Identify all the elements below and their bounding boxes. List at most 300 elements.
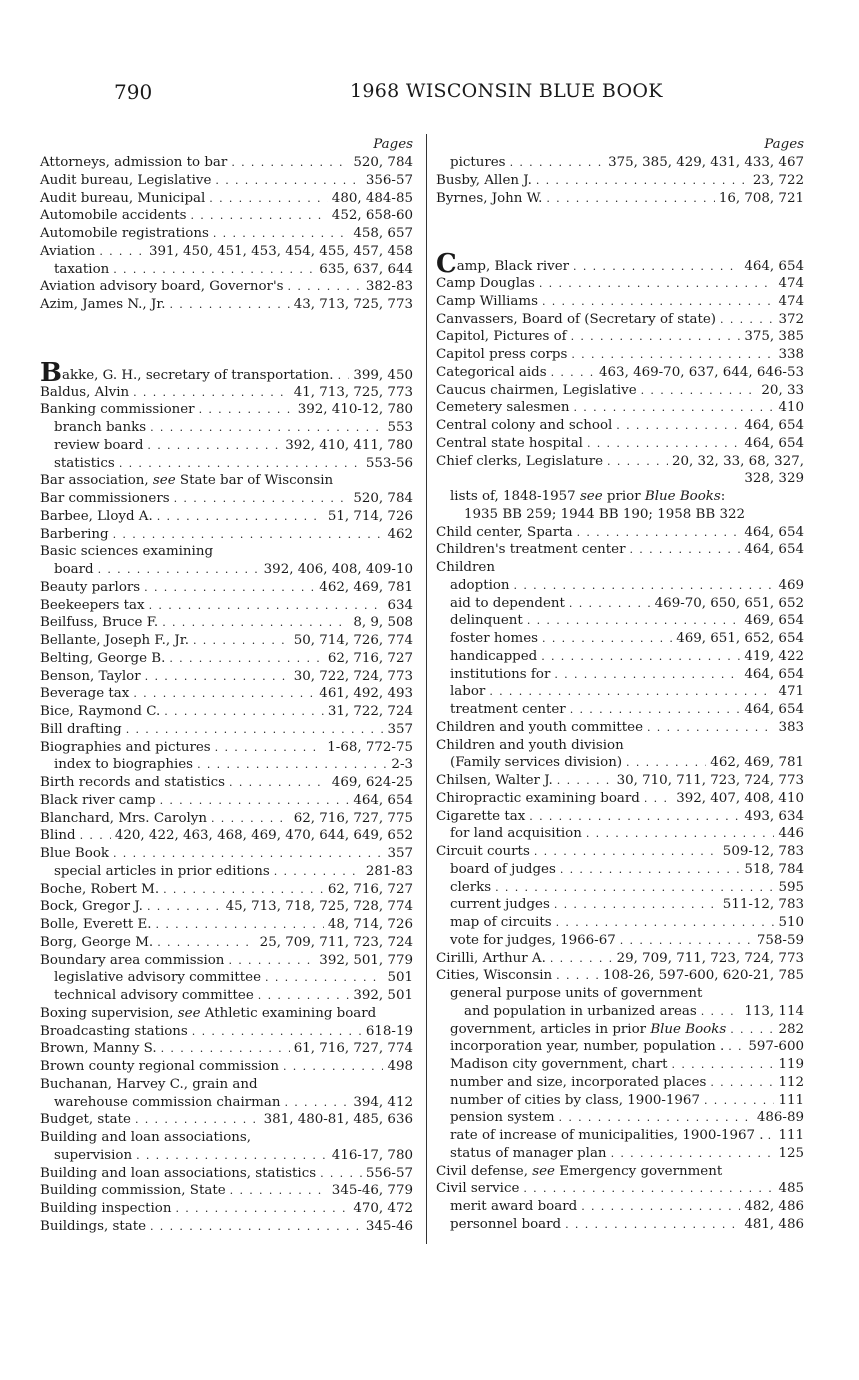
- entry-pages: 458, 657: [353, 226, 413, 241]
- index-entry: [40, 881, 413, 899]
- leader-dots: [571, 328, 741, 346]
- entry-pages: 481, 486: [744, 1216, 804, 1232]
- entry-pages: 464, 654: [353, 792, 413, 808]
- index-entry: [40, 934, 413, 952]
- entry-pages: 634: [387, 597, 413, 613]
- section-c: [436, 275, 804, 470]
- entry-term: Baldus, Alvin: [40, 384, 130, 400]
- index-entry: [436, 595, 804, 613]
- entry-pages: 416-17, 780: [331, 1147, 413, 1163]
- entry-pages: 452, 658-60: [331, 208, 413, 224]
- index-entry: [40, 278, 413, 296]
- entry-term: Benson, Taylor: [40, 668, 141, 684]
- entry-term: Building and loan associations, statistics: [40, 1165, 317, 1181]
- leader-dots: [136, 1147, 328, 1165]
- leader-dots: [274, 863, 362, 881]
- index-entry: [436, 328, 804, 346]
- leader-dots: [283, 1058, 383, 1076]
- entry-term: Boundary area commission: [40, 952, 225, 968]
- leader-dots: [199, 401, 294, 419]
- drop-cap: B: [40, 357, 62, 388]
- index-entry: [40, 296, 413, 314]
- leader-dots: [157, 934, 255, 952]
- entry-pages: 357: [387, 846, 413, 861]
- index-entry: [40, 1094, 413, 1112]
- entry-term: Children: [436, 560, 495, 575]
- leader-dots: [556, 914, 775, 932]
- entry-term: Beauty parlors: [40, 579, 141, 595]
- leader-dots: [215, 739, 324, 757]
- index-entry: [40, 1005, 413, 1023]
- entry-pages: 392, 406, 408, 409-10: [263, 562, 413, 577]
- entry-pages: 2-3: [391, 757, 413, 773]
- entry-term: delinquent: [450, 613, 523, 629]
- leader-dots: [510, 154, 605, 172]
- entry-term: Building and loan associations,: [40, 1130, 252, 1145]
- leader-dots: [620, 932, 753, 950]
- index-entry: [436, 453, 804, 471]
- index-entry: [40, 1111, 413, 1129]
- entry-pages: 391, 450, 451, 453, 454, 455, 457, 458: [148, 243, 413, 259]
- entry-term: aid to dependent: [450, 595, 565, 611]
- leader-dots: [119, 455, 362, 473]
- entry-pages: 20, 32, 33, 68, 327,: [671, 453, 804, 469]
- index-entry: [40, 243, 413, 261]
- index-entry: [436, 666, 804, 684]
- index-entry: [40, 1129, 413, 1147]
- index-entry: [436, 364, 804, 382]
- entry-pages: 8, 9, 508: [353, 615, 413, 631]
- index-entry: [436, 896, 804, 914]
- entry-pages: 25, 709, 711, 723, 724: [259, 934, 413, 950]
- entry-pages: 50, 714, 726, 774: [293, 633, 413, 648]
- entry-term: Bellante, Joseph F., Jr.: [40, 633, 189, 648]
- leader-dots: [523, 1180, 774, 1198]
- index-entry: [436, 808, 804, 826]
- index-entry: [40, 1040, 413, 1058]
- entry-term: Capitol, Pictures of: [436, 329, 567, 345]
- entry-pages: 510: [778, 915, 804, 930]
- leader-dots: [529, 808, 740, 826]
- entry-pages: 108-26, 597-600, 620-21, 785: [603, 968, 804, 984]
- leader-dots: [542, 630, 672, 648]
- entry-term: board of judges: [450, 861, 556, 877]
- entry-term: Budget, state: [40, 1112, 131, 1128]
- entry-term: clerks: [450, 879, 492, 895]
- entry-pages: 501: [387, 970, 413, 986]
- entry-pages: 464, 654: [744, 542, 804, 558]
- entry-pages: 356-57: [365, 172, 413, 188]
- entry-pages: 464, 654: [744, 418, 804, 433]
- index-entry: [436, 879, 804, 897]
- index-entry: [40, 845, 413, 863]
- index-entry: [40, 437, 413, 455]
- entry-term: technical advisory committee: [54, 988, 254, 1003]
- pages-label: Pages: [764, 137, 804, 152]
- entry-term: (Family services division): [450, 755, 623, 771]
- entry-pages: 469, 654: [744, 613, 804, 629]
- entry-term: personnel board: [450, 1216, 562, 1232]
- entry-pages: 125: [778, 1145, 804, 1161]
- index-entry: [436, 701, 804, 719]
- leader-dots: [190, 207, 327, 225]
- index-entry: Bakke, G. H., secretary of transportation. . . . 399, 450: [40, 366, 413, 384]
- leader-dots: [559, 1109, 753, 1127]
- index-entry: [436, 1216, 804, 1234]
- index-entry: [436, 1127, 804, 1145]
- index-entry: [40, 792, 413, 810]
- section-b: [40, 384, 413, 1236]
- leader-dots: [607, 453, 668, 471]
- entry-term: Blue Book: [40, 846, 110, 861]
- index-entry: [436, 843, 804, 861]
- entry-term: institutions for: [450, 666, 551, 682]
- leader-dots: [626, 754, 706, 772]
- index-entry: [436, 950, 804, 968]
- index-entry: [40, 543, 413, 561]
- entry-term: Categorical aids: [436, 364, 547, 380]
- leader-dots: [169, 650, 323, 668]
- entry-term: number of cities by class, 1900-1967: [450, 1092, 700, 1108]
- entry-term: Bill drafting: [40, 721, 122, 737]
- index-entry: [40, 685, 413, 703]
- leader-dots: [489, 683, 774, 701]
- entry-term: Belting, George B.: [40, 650, 166, 666]
- index-note: 1935 BB 259; 1944 BB 190; 1958 BB 322: [464, 506, 746, 522]
- leader-dots: [113, 526, 384, 544]
- entry-term: merit award board: [450, 1199, 578, 1214]
- entry-pages: 394, 412: [353, 1094, 413, 1110]
- entry-term: Audit bureau, Municipal: [40, 190, 206, 206]
- entry-term: and population in urbanized areas: [464, 1003, 697, 1019]
- entry-term: Byrnes, John W.: [436, 190, 543, 206]
- entry-term: Building inspection: [40, 1201, 172, 1216]
- entry-term: Canvassers, Board of (Secretary of state): [436, 311, 717, 327]
- index-entry: [436, 1038, 804, 1056]
- entry-pages: 420, 422, 463, 468, 469, 470, 644, 649, 652: [114, 828, 413, 844]
- leader-dots: [160, 792, 350, 810]
- entry-pages: 758-59: [756, 932, 804, 948]
- leader-dots: [551, 364, 595, 382]
- entry-term: Black river camp: [40, 792, 156, 808]
- entry-term: foster homes: [450, 631, 539, 646]
- index-entry: [40, 455, 413, 473]
- index-entry: [436, 435, 804, 453]
- entry-term: Camp Williams: [436, 293, 538, 309]
- entry-pages: 464, 654: [744, 666, 804, 682]
- leader-dots: [495, 879, 774, 897]
- entry-term: review board: [54, 437, 144, 453]
- entry-term: Busby, Allen J.: [436, 172, 532, 188]
- index-entry: [40, 863, 413, 881]
- index-entry: [436, 382, 804, 400]
- entry-term: Brown county regional commission: [40, 1059, 279, 1074]
- entry-pages: 282: [778, 1021, 804, 1037]
- index-entry: [436, 1163, 804, 1181]
- entry-pages: 392, 501: [353, 988, 413, 1003]
- entry-term: Circuit courts: [436, 844, 530, 859]
- index-entry: [436, 346, 804, 364]
- leader-dots: [586, 825, 775, 843]
- entry-term: adoption: [450, 577, 510, 593]
- entry-term: Attorneys, admission to bar: [40, 155, 228, 170]
- entry-term: pension system: [450, 1110, 555, 1126]
- entry-pages: 463, 469-70, 637, 644, 646-53: [599, 364, 804, 380]
- index-entry: [436, 612, 804, 630]
- index-entry: [40, 987, 413, 1005]
- index-entry: [40, 207, 413, 225]
- entry-pages: 553-56: [365, 455, 413, 471]
- index-entry: [436, 1180, 804, 1198]
- index-entry: [40, 721, 413, 739]
- entry-term: Banking commissioner: [40, 402, 195, 418]
- entry-term: Automobile accidents: [40, 208, 187, 224]
- entry-pages: 345-46: [365, 1218, 413, 1234]
- index-entry: [436, 1021, 804, 1039]
- entry-term: Chief clerks, Legislature: [436, 453, 604, 469]
- index-entry: [436, 1056, 804, 1074]
- leader-dots: [672, 1056, 775, 1074]
- entry-pages: 474: [778, 293, 804, 309]
- entry-term: supervision: [54, 1147, 133, 1163]
- leader-dots: [80, 827, 111, 845]
- entry-term: Aviation advisory board, Governor's: [40, 279, 284, 295]
- entry-term: treatment center: [450, 702, 566, 717]
- entry-term: Child center, Sparta: [436, 524, 573, 540]
- leader-dots: [145, 668, 290, 686]
- entry-pages: 111: [778, 1128, 804, 1143]
- entry-pages: 446: [778, 826, 804, 842]
- leader-dots: [546, 190, 714, 208]
- leader-dots: [213, 225, 350, 243]
- entry-term: Bice, Raymond C.: [40, 704, 161, 719]
- entry-pages: 462, 469, 781: [319, 579, 413, 595]
- entry-term: status of manager plan: [450, 1145, 607, 1161]
- leader-dots: [541, 648, 740, 666]
- entry-pages: 464, 654: [744, 435, 804, 451]
- leader-dots: [133, 384, 290, 402]
- entry-term: handicapped: [450, 648, 538, 664]
- entry-pages: 464, 654: [744, 524, 804, 540]
- leader-dots: [258, 987, 350, 1005]
- section-c-continued: [436, 524, 804, 1234]
- index-entry: [436, 932, 804, 950]
- leader-dots: [728, 1038, 744, 1056]
- entry-pages: 29, 709, 711, 723, 724, 773: [616, 950, 804, 966]
- leader-dots: [701, 1003, 741, 1021]
- leader-dots: [157, 508, 324, 526]
- leader-dots: [644, 790, 672, 808]
- leader-dots: [768, 1127, 775, 1145]
- entry-pages: 392, 410-12, 780: [297, 402, 413, 418]
- index-entry: [436, 648, 804, 666]
- leader-dots: [231, 154, 349, 172]
- entry-pages: 48, 714, 726: [327, 917, 413, 932]
- entry-term: Barbering: [40, 526, 109, 542]
- index-entry: [40, 190, 413, 208]
- index-entry: [436, 754, 804, 772]
- entry-pages: 51, 714, 726: [327, 508, 413, 524]
- entry-term: Children and youth division: [436, 737, 624, 753]
- index-entry: [40, 810, 413, 828]
- index-entry: [436, 1074, 804, 1092]
- leader-dots: [164, 703, 324, 721]
- index-entry: [436, 683, 804, 701]
- leader-dots: [135, 1111, 260, 1129]
- leader-dots: [175, 1200, 349, 1218]
- entry-term: Civil defense, see Emergency government: [436, 1163, 723, 1179]
- entry-term: Beverage tax: [40, 686, 130, 702]
- leader-dots: [571, 346, 774, 364]
- entry-pages: 410: [778, 400, 804, 416]
- entry-term: rate of increase of municipalities, 1900-1967 .: [450, 1128, 764, 1143]
- entry-term: Madison city government, chart: [450, 1057, 668, 1072]
- entry-term: vote for judges, 1966-67: [450, 932, 616, 948]
- leader-dots: [163, 881, 324, 899]
- entry-pages: 1-68, 772-75: [327, 739, 413, 755]
- entry-term: branch banks: [54, 420, 147, 435]
- entry-term: Beekeepers tax: [40, 597, 145, 613]
- index-entry: [40, 916, 413, 934]
- entry-term: Birth records and statistics: [40, 775, 226, 790]
- entry-pages: 392, 501, 779: [319, 952, 413, 968]
- entry-term: special articles in prior editions: [54, 863, 270, 879]
- leader-dots: [193, 632, 290, 650]
- index-entry: [436, 1109, 804, 1127]
- leader-dots: [534, 843, 719, 861]
- entry-term: Basic sciences examining: [40, 544, 214, 560]
- index-entry: [40, 739, 413, 757]
- entry-term: incorporation year, number, population .: [450, 1039, 725, 1055]
- page-header: [0, 78, 859, 108]
- section-a: [40, 154, 413, 314]
- entry-term: Borg, George M.: [40, 934, 154, 950]
- leader-dots: [550, 950, 613, 968]
- index-entry: [436, 1145, 804, 1163]
- index-entry: [40, 384, 413, 402]
- entry-term: Building commission, State: [40, 1183, 226, 1199]
- entry-term: warehouse commission chairman: [54, 1094, 281, 1110]
- leader-dots: [288, 278, 362, 296]
- index-entry: [40, 1023, 413, 1041]
- entry-term: Caucus chairmen, Legislative: [436, 382, 637, 398]
- index-entry: [436, 967, 804, 985]
- leader-dots: [170, 296, 290, 314]
- leader-dots: [126, 721, 384, 739]
- pages-label: Pages: [373, 137, 413, 152]
- leader-dots: [577, 524, 741, 542]
- right-column: [436, 136, 804, 1234]
- entry-pages: 474: [778, 276, 804, 291]
- leader-dots: [215, 172, 361, 190]
- entry-pages: 30, 710, 711, 723, 724, 773: [616, 773, 804, 788]
- entry-term: Barbee, Lloyd A.: [40, 508, 153, 524]
- leader-dots: [611, 1145, 775, 1163]
- entry-pages: 43, 713, 725, 773: [293, 297, 413, 312]
- entry-term: Cigarette tax: [436, 808, 526, 824]
- leader-dots: [149, 597, 384, 615]
- entry-term: number and size, incorporated places: [450, 1074, 707, 1090]
- entry-term: Bar commissioners: [40, 491, 170, 506]
- leader-dots: [560, 861, 741, 879]
- leader-dots: [542, 293, 774, 311]
- book-title: 1968 WISCONSIN BLUE BOOK: [350, 80, 663, 102]
- entry-pages: 281-83: [365, 863, 413, 879]
- leader-dots: [587, 435, 740, 453]
- entry-pages: 509-12, 783: [722, 844, 804, 859]
- entry-pages: 383: [778, 719, 804, 735]
- entry-pages: 112: [778, 1074, 804, 1090]
- leader-dots: [710, 1074, 774, 1092]
- entry-term: Cities, Wisconsin: [436, 968, 553, 984]
- entry-term: Children's treatment center: [436, 542, 626, 558]
- entry-term: Children and youth committee: [436, 719, 644, 735]
- entry-term: for land acquisition: [450, 826, 582, 842]
- entry-pages: 375, 385, 429, 431, 433, 467: [608, 155, 804, 170]
- page-number: 790: [114, 80, 153, 104]
- leader-dots: [557, 772, 613, 790]
- index-entry: [436, 524, 804, 542]
- entry-pages: 553: [387, 420, 413, 435]
- index-entry: Camp, Black river . . . 464, 654: [436, 257, 804, 275]
- index-entry: [40, 1165, 413, 1183]
- index-entry: [40, 1218, 413, 1236]
- leader-dots: [641, 382, 758, 400]
- entry-pages: 469, 651, 652, 654: [676, 631, 804, 646]
- entry-term: Chiropractic examining board: [436, 790, 640, 806]
- entry-term: Blind: [40, 828, 76, 844]
- leader-dots: [147, 898, 222, 916]
- leader-dots: [150, 1218, 362, 1236]
- index-entry: [436, 1092, 804, 1110]
- index-entry: [40, 597, 413, 615]
- entry-term: Broadcasting stations: [40, 1023, 188, 1039]
- leader-dots: [230, 1182, 328, 1200]
- index-entry: [436, 399, 804, 417]
- entry-pages: 464, 654: [744, 702, 804, 717]
- entry-pages: 357: [387, 721, 413, 737]
- leader-dots: [629, 541, 740, 559]
- entry-term: Central state hospital: [436, 435, 583, 451]
- index-entry: [436, 1003, 804, 1021]
- index-entry: [40, 490, 413, 508]
- entry-pages: 485: [778, 1181, 804, 1197]
- index-entry: [40, 827, 413, 845]
- entry-term: map of circuits: [450, 915, 552, 930]
- leader-dots: [192, 1023, 362, 1041]
- entry-pages: 419, 422: [744, 648, 804, 664]
- index-entry: [436, 293, 804, 311]
- entry-pages: 520, 784: [353, 155, 413, 170]
- entry-pages: 23, 722: [752, 172, 804, 188]
- index-entry: [40, 898, 413, 916]
- entry-term: Bolle, Everett E.: [40, 917, 152, 932]
- entry-term: current judges: [450, 897, 550, 913]
- index-entry: [40, 1200, 413, 1218]
- leader-dots: [320, 1165, 362, 1183]
- index-entry: [436, 825, 804, 843]
- index-entry: [40, 952, 413, 970]
- leader-dots: [527, 612, 741, 630]
- leader-dots: [554, 666, 740, 684]
- leader-dots: [99, 243, 145, 261]
- index-entry: [436, 985, 804, 1003]
- leader-dots: [514, 577, 775, 595]
- index-entry: [40, 401, 413, 419]
- index-entry: [40, 172, 413, 190]
- leader-dots: [539, 275, 775, 293]
- index-entry: [40, 561, 413, 579]
